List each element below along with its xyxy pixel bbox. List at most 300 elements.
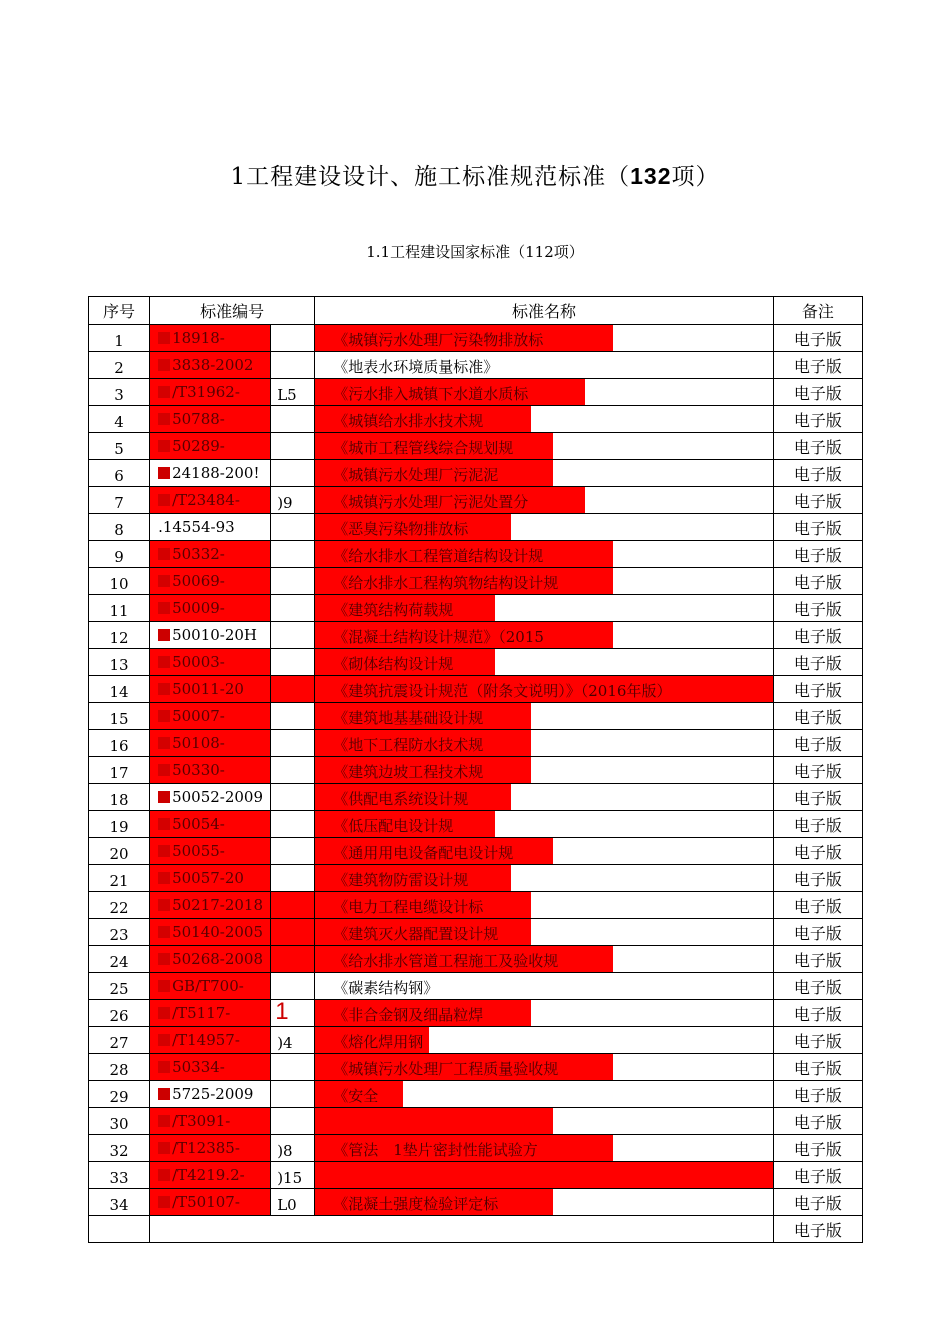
seq-number: 29 <box>109 1088 129 1106</box>
table-row <box>89 1081 863 1108</box>
standard-code-text: 50054- <box>172 815 225 833</box>
row-note <box>773 433 862 460</box>
standard-code-text: 18918- <box>172 329 225 347</box>
seq-number: 3 <box>114 386 124 404</box>
row-extra-cell <box>271 811 315 838</box>
square-mark-icon <box>158 629 170 641</box>
table-row <box>89 757 863 784</box>
note-text: 电子版 <box>793 870 842 889</box>
standard-code-text: 50011-20 <box>172 680 244 698</box>
row-extra-cell <box>271 919 315 946</box>
seq-number: 15 <box>109 710 129 728</box>
square-mark-icon <box>158 494 170 506</box>
row-name-cell <box>315 568 774 595</box>
table-row <box>89 352 863 379</box>
row-note <box>773 703 862 730</box>
row-note <box>773 919 862 946</box>
seq-number: 4 <box>114 413 124 431</box>
row-extra-cell <box>271 1108 315 1135</box>
row-seq <box>89 865 150 892</box>
square-mark-icon <box>158 710 170 722</box>
row-note <box>773 811 862 838</box>
standard-code <box>158 653 225 671</box>
square-mark-icon <box>158 791 170 803</box>
row-code-cell <box>150 622 271 649</box>
seq-number: 24 <box>109 953 129 971</box>
row-note <box>773 541 862 568</box>
square-mark-icon <box>158 656 170 668</box>
row-code-cell <box>150 865 271 892</box>
standard-code <box>158 680 244 698</box>
standard-code <box>158 329 225 347</box>
standard-code <box>158 788 263 806</box>
table-row <box>89 595 863 622</box>
row-code-cell <box>150 649 271 676</box>
header-code: 标准编号 <box>150 297 315 325</box>
standard-code-text: .14554-93 <box>158 518 235 536</box>
row-note <box>773 406 862 433</box>
table-row <box>89 973 863 1000</box>
row-name-cell <box>315 811 774 838</box>
code-suffix: )9 <box>277 494 293 512</box>
note-text: 电子版 <box>793 384 842 403</box>
row-code-cell <box>150 973 271 1000</box>
note-text: 电子版 <box>793 762 842 781</box>
row-code-cell <box>150 352 271 379</box>
row-note <box>773 973 862 1000</box>
note-text: 电子版 <box>793 816 842 835</box>
note-text: 电子版 <box>793 681 842 700</box>
table-row <box>89 811 863 838</box>
standard-name: 《给水排水管道工程施工及验收规 <box>333 952 559 970</box>
row-seq <box>89 487 150 514</box>
redaction-bar <box>271 676 315 702</box>
standard-code <box>158 1058 225 1076</box>
standard-code-text: 50334- <box>172 1058 225 1076</box>
row-note <box>773 1054 862 1081</box>
row-name-cell <box>315 784 774 811</box>
row-seq <box>89 973 150 1000</box>
row-name-cell <box>315 460 774 487</box>
table-row <box>89 487 863 514</box>
row-name-cell <box>315 865 774 892</box>
table-row <box>89 892 863 919</box>
row-extra-cell <box>271 1027 315 1054</box>
row-seq <box>89 1189 150 1216</box>
note-text: 电子版 <box>793 654 842 673</box>
standard-code-text: /T14957- <box>172 1031 240 1049</box>
row-note <box>773 649 862 676</box>
code-suffix: 1 <box>275 999 289 1025</box>
standard-code <box>158 437 225 455</box>
note-text: 电子版 <box>793 789 842 808</box>
row-extra-cell <box>271 568 315 595</box>
row-extra-cell <box>271 406 315 433</box>
row-code-cell <box>150 1000 271 1027</box>
row-seq <box>89 1162 150 1189</box>
standard-code <box>158 1193 240 1211</box>
row-code-cell <box>150 1054 271 1081</box>
standard-code-text: 50289- <box>172 437 225 455</box>
row-note <box>773 568 862 595</box>
seq-number: 32 <box>109 1142 129 1160</box>
standard-name: 《非合金钢及细晶粒焊 <box>333 1006 484 1024</box>
seq-number: 22 <box>109 899 129 917</box>
standard-code <box>158 1004 230 1022</box>
standard-code <box>158 410 225 428</box>
seq-number: 16 <box>109 737 129 755</box>
row-name-cell <box>315 649 774 676</box>
row-seq <box>89 460 150 487</box>
row-name-cell <box>315 1135 774 1162</box>
standard-name: 《建筑地基基础设计规 <box>333 709 484 727</box>
row-name-cell <box>315 946 774 973</box>
note-text: 电子版 <box>793 1032 842 1051</box>
code-suffix: L0 <box>277 1196 297 1214</box>
row-seq <box>89 379 150 406</box>
square-mark-icon <box>158 386 170 398</box>
note-text: 电子版 <box>793 600 842 619</box>
standard-code-text: 50007- <box>172 707 225 725</box>
header-note: 备注 <box>773 297 862 325</box>
standard-code <box>158 815 225 833</box>
row-code-cell <box>150 811 271 838</box>
row-note <box>773 460 862 487</box>
row-name-cell <box>315 595 774 622</box>
standard-name: 《安全 <box>333 1087 379 1105</box>
row-seq <box>89 406 150 433</box>
standard-code-text: 50055- <box>172 842 225 860</box>
standard-name: 《给水排水工程构筑物结构设计规 <box>333 574 559 592</box>
row-seq <box>89 433 150 460</box>
code-suffix: L5 <box>277 386 297 404</box>
row-code-cell <box>150 433 271 460</box>
table-row <box>89 541 863 568</box>
row-seq <box>89 1027 150 1054</box>
standard-name: 《混凝土强度检验评定标 <box>333 1195 499 1213</box>
table-row <box>89 1027 863 1054</box>
row-extra-cell <box>271 595 315 622</box>
row-seq <box>89 622 150 649</box>
note-text: 电子版 <box>793 627 842 646</box>
row-code-cell <box>150 568 271 595</box>
row-extra-cell <box>271 946 315 973</box>
row-name-cell <box>315 379 774 406</box>
standard-name: 《城镇污水处理厂污染物排放标 <box>333 331 544 349</box>
standard-name: 《建筑结构荷载规 <box>333 601 454 619</box>
table-row <box>89 919 863 946</box>
row-code-cell <box>150 1189 271 1216</box>
seq-number <box>89 1241 149 1242</box>
square-mark-icon <box>158 953 170 965</box>
seq-number: 10 <box>109 575 129 593</box>
table-row <box>89 622 863 649</box>
seq-number: 30 <box>109 1115 129 1133</box>
seq-number: 34 <box>109 1196 129 1214</box>
seq-number: 6 <box>114 467 124 485</box>
row-note <box>773 622 862 649</box>
square-mark-icon <box>158 548 170 560</box>
row-extra-cell <box>271 379 315 406</box>
row-seq <box>89 1216 150 1243</box>
row-seq <box>89 1054 150 1081</box>
header-name: 标准名称 <box>315 297 774 325</box>
table-row <box>89 568 863 595</box>
row-note <box>773 838 862 865</box>
note-text: 电子版 <box>793 573 842 592</box>
seq-number: 20 <box>109 845 129 863</box>
table-row <box>89 406 863 433</box>
note-text: 电子版 <box>793 1113 842 1132</box>
row-note <box>773 352 862 379</box>
standard-code <box>158 383 240 401</box>
row-name-cell <box>315 757 774 784</box>
note-text: 电子版 <box>793 978 842 997</box>
redaction-bar <box>271 919 315 945</box>
row-code-cell <box>150 1081 271 1108</box>
standard-code <box>158 464 259 482</box>
standard-code-text: 50108- <box>172 734 225 752</box>
square-mark-icon <box>158 872 170 884</box>
table-row <box>89 379 863 406</box>
row-seq <box>89 838 150 865</box>
seq-number: 19 <box>109 818 129 836</box>
seq-number: 2 <box>114 359 124 377</box>
row-seq <box>89 352 150 379</box>
row-note <box>773 595 862 622</box>
standard-code <box>158 572 225 590</box>
row-extra-cell <box>271 325 315 352</box>
row-extra-cell <box>271 757 315 784</box>
row-extra-cell <box>271 703 315 730</box>
row-name-cell <box>315 1189 774 1216</box>
row-extra-cell <box>271 1054 315 1081</box>
row-seq <box>89 703 150 730</box>
standard-name: 《城镇污水处理厂污泥处置分 <box>333 493 529 511</box>
standard-name: 《建筑边坡工程技术规 <box>333 763 484 781</box>
row-code-cell <box>150 406 271 433</box>
note-text: 电子版 <box>793 897 842 916</box>
standard-code <box>158 842 225 860</box>
standard-code-text: 50268-2008 <box>172 950 264 968</box>
row-empty-cell <box>150 1216 774 1243</box>
seq-number: 27 <box>109 1034 129 1052</box>
square-mark-icon <box>158 359 170 371</box>
standard-code <box>158 1139 240 1157</box>
row-code-cell <box>150 460 271 487</box>
code-suffix: )4 <box>277 1034 293 1052</box>
row-extra-cell <box>271 622 315 649</box>
table-row <box>89 1216 863 1243</box>
row-code-cell <box>150 487 271 514</box>
row-code-cell <box>150 703 271 730</box>
title-suffix: 项） <box>671 164 720 190</box>
redaction-bar <box>271 892 315 918</box>
standard-code-text: 50788- <box>172 410 225 428</box>
row-name-cell <box>315 676 774 703</box>
row-name-cell <box>315 433 774 460</box>
row-extra-cell <box>271 460 315 487</box>
row-name-cell <box>315 1027 774 1054</box>
row-name-cell <box>315 541 774 568</box>
row-seq <box>89 1135 150 1162</box>
square-mark-icon <box>158 413 170 425</box>
row-note <box>773 1189 862 1216</box>
standard-name: 《城镇污水处理厂工程质量验收规 <box>333 1060 559 1078</box>
header-seq: 序号 <box>89 297 150 325</box>
square-mark-icon <box>158 1034 170 1046</box>
standard-code <box>158 734 225 752</box>
standard-code <box>158 869 244 887</box>
row-name-cell <box>315 1162 774 1189</box>
row-code-cell <box>150 838 271 865</box>
row-code-cell <box>150 730 271 757</box>
row-name-cell <box>315 919 774 946</box>
row-seq <box>89 1081 150 1108</box>
row-note <box>773 1108 862 1135</box>
standard-name: 《城市工程管线综合规划规 <box>333 439 514 457</box>
row-code-cell <box>150 1135 271 1162</box>
document-title <box>0 158 950 191</box>
standard-code <box>158 518 235 536</box>
row-code-cell <box>150 541 271 568</box>
standard-code <box>158 1085 253 1103</box>
standard-name: 《电力工程电缆设计标 <box>333 898 484 916</box>
seq-number: 12 <box>109 629 129 647</box>
standard-code-text: 50052-2009 <box>172 788 264 806</box>
row-extra-cell <box>271 1135 315 1162</box>
table-row <box>89 1000 863 1027</box>
table-row <box>89 865 863 892</box>
row-extra-cell <box>271 1162 315 1189</box>
square-mark-icon <box>158 440 170 452</box>
standard-code-text: /T5117- <box>172 1004 231 1022</box>
row-seq <box>89 541 150 568</box>
table-header-row <box>89 297 863 325</box>
standard-code-text: 50003- <box>172 653 225 671</box>
square-mark-icon <box>158 575 170 587</box>
square-mark-icon <box>158 1061 170 1073</box>
square-mark-icon <box>158 926 170 938</box>
standard-code-text: 3838-2002 <box>172 356 254 374</box>
standard-code-text: 50140-2005 <box>172 923 264 941</box>
square-mark-icon <box>158 737 170 749</box>
row-seq <box>89 946 150 973</box>
table-row <box>89 649 863 676</box>
row-extra-cell <box>271 649 315 676</box>
seq-number: 33 <box>109 1169 129 1187</box>
row-name-cell <box>315 325 774 352</box>
standard-code-text: 50009- <box>172 599 225 617</box>
title-count: 132 <box>630 163 672 189</box>
table-row <box>89 730 863 757</box>
row-seq <box>89 1000 150 1027</box>
square-mark-icon <box>158 1196 170 1208</box>
row-note <box>773 865 862 892</box>
standard-name: 《供配电系统设计规 <box>333 790 469 808</box>
seq-number: 7 <box>114 494 124 512</box>
row-name-cell <box>315 838 774 865</box>
standard-name: 《污水排入城镇下水道水质标 <box>333 385 529 403</box>
row-note <box>773 946 862 973</box>
standard-name: 《混凝土结构设计规范》（2015 <box>333 628 544 646</box>
standard-code-text: /T3091- <box>172 1112 231 1130</box>
row-note <box>773 379 862 406</box>
row-note <box>773 1081 862 1108</box>
row-extra-cell <box>271 1000 315 1027</box>
standard-name: 《城镇给水排水技术规 <box>333 412 484 430</box>
row-code-cell <box>150 784 271 811</box>
standard-name: 《低压配电设计规 <box>333 817 454 835</box>
row-name-cell <box>315 487 774 514</box>
table-row <box>89 1054 863 1081</box>
row-extra-cell <box>271 865 315 892</box>
row-note <box>773 730 862 757</box>
row-extra-cell <box>271 352 315 379</box>
row-seq <box>89 730 150 757</box>
row-code-cell <box>150 595 271 622</box>
note-text: 电子版 <box>793 1005 842 1024</box>
row-seq <box>89 811 150 838</box>
square-mark-icon <box>158 467 170 479</box>
row-note <box>773 1000 862 1027</box>
row-name-cell <box>315 892 774 919</box>
row-extra-cell <box>271 1081 315 1108</box>
row-extra-cell <box>271 784 315 811</box>
row-name-cell <box>315 703 774 730</box>
table-row <box>89 1135 863 1162</box>
redaction-bar <box>315 1108 553 1134</box>
standard-code-text: 50332- <box>172 545 225 563</box>
standards-table <box>88 296 863 1243</box>
standard-code <box>158 761 225 779</box>
standard-code <box>158 950 263 968</box>
seq-number: 25 <box>109 980 129 998</box>
table-row <box>89 1189 863 1216</box>
row-code-cell <box>150 1027 271 1054</box>
row-code-cell <box>150 325 271 352</box>
row-code-cell <box>150 1162 271 1189</box>
standard-code <box>158 1166 245 1184</box>
row-name-cell <box>315 1054 774 1081</box>
seq-number: 23 <box>109 926 129 944</box>
square-mark-icon <box>158 683 170 695</box>
standard-name: 《熔化焊用钢 <box>333 1033 424 1051</box>
note-text: 电子版 <box>793 519 842 538</box>
square-mark-icon <box>158 1142 170 1154</box>
title-prefix: 1工程建设设计、施工标准规范标准（ <box>230 164 631 190</box>
row-seq <box>89 784 150 811</box>
seq-number: 8 <box>114 521 124 539</box>
row-seq <box>89 325 150 352</box>
seq-number: 28 <box>109 1061 129 1079</box>
row-name-cell <box>315 730 774 757</box>
standard-name: 《管法 1垫片密封性能试验方 <box>333 1141 538 1159</box>
standard-name: 《恶臭污染物排放标 <box>333 520 469 538</box>
row-note <box>773 676 862 703</box>
row-note <box>773 325 862 352</box>
standard-code <box>158 626 257 644</box>
standard-code <box>158 1112 230 1130</box>
seq-number: 11 <box>109 602 129 620</box>
row-note <box>773 784 862 811</box>
standard-code-text: /T50107- <box>172 1193 240 1211</box>
standard-code <box>158 923 263 941</box>
table-row <box>89 784 863 811</box>
standard-name: 《地表水环境质量标准》 <box>333 358 499 376</box>
row-seq <box>89 757 150 784</box>
standard-name: 《地下工程防水技术规 <box>333 736 484 754</box>
